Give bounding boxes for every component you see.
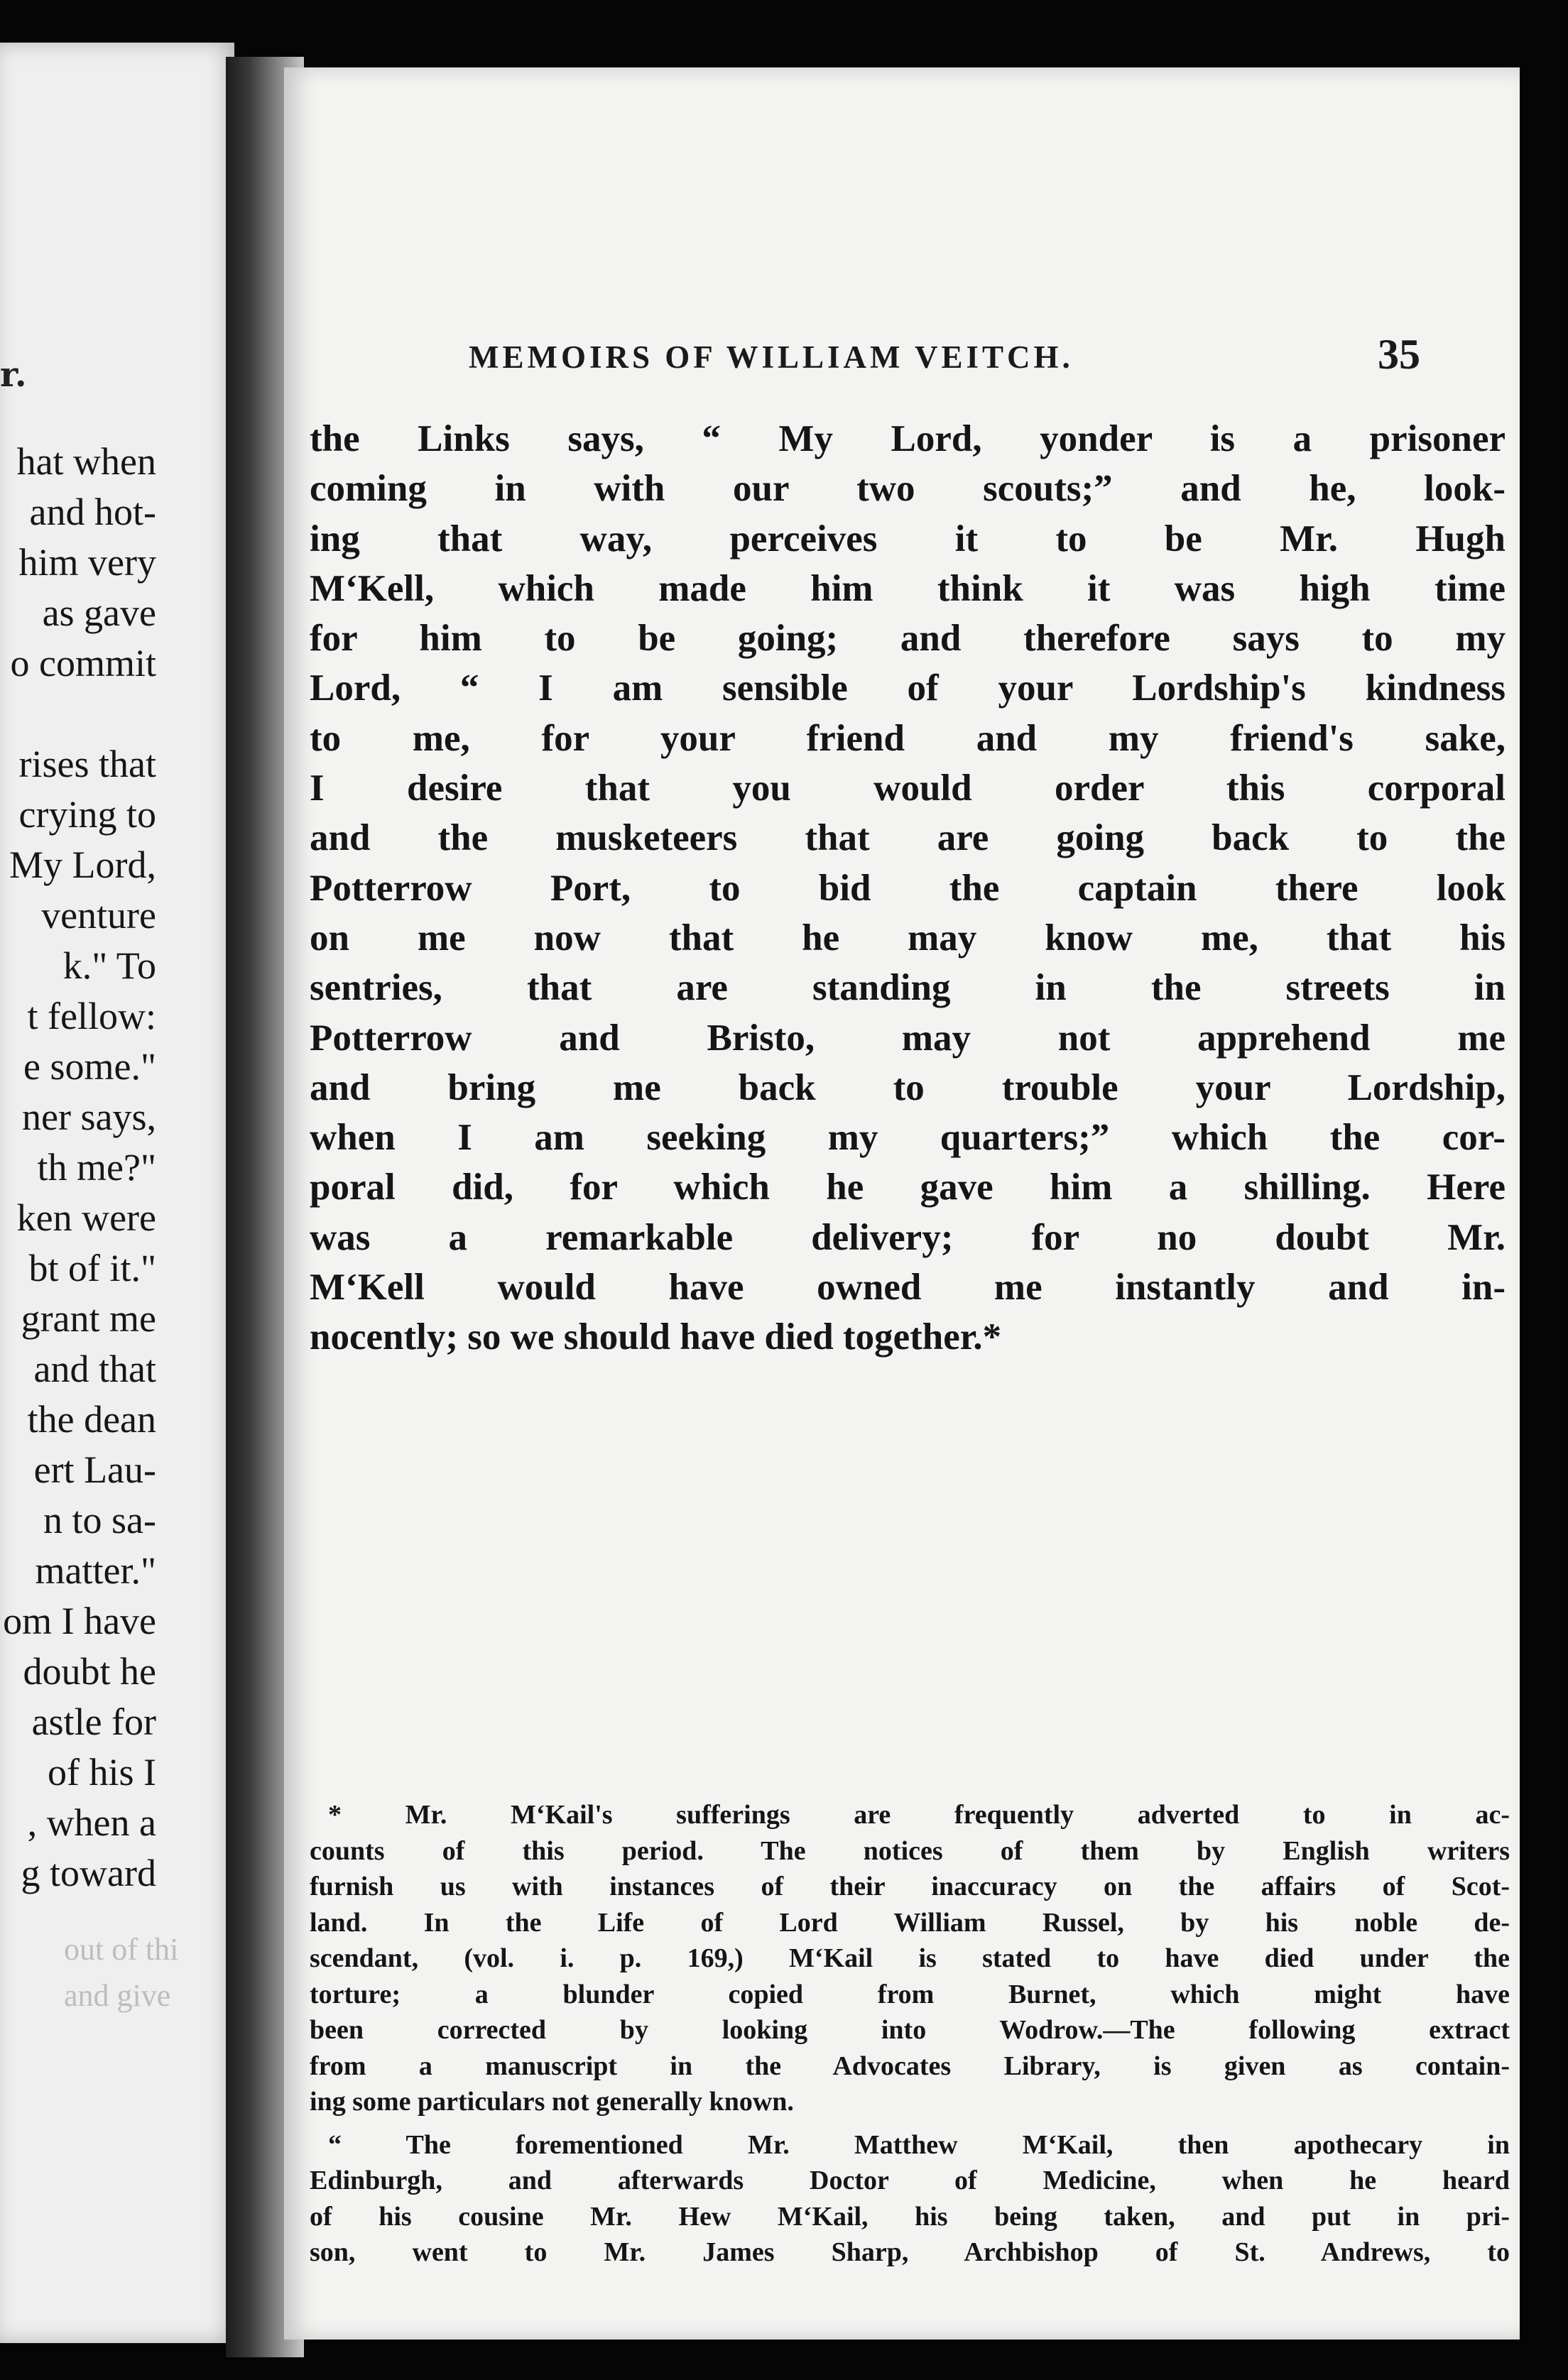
body-line: sentries, that are standing in the streets in xyxy=(310,967,1506,1009)
body-line: and bring me back to trouble your Lordship, xyxy=(310,1066,1506,1108)
left-running-head-fragment: r. xyxy=(0,355,27,395)
body-line: Lord, “ I am sensible of your Lordship's kindness xyxy=(310,667,1506,709)
left-line: th me?" xyxy=(37,1146,156,1189)
body-line: to me, for your friend and my friend's sake, xyxy=(310,717,1506,759)
footnote-line: from a manuscript in the Advocates Library, is given as contain- xyxy=(310,2051,1510,2081)
body-line: and the musketeers that are going back to the xyxy=(310,817,1506,859)
left-line: g toward xyxy=(21,1852,156,1894)
footnote-line: Edinburgh, and afterwards Doctor of Medicine, when he heard xyxy=(310,2166,1510,2195)
body-line: on me now that he may know me, that his xyxy=(310,917,1506,959)
body-text xyxy=(310,414,1510,2267)
footnote-block xyxy=(310,1797,1510,2271)
left-line: k." To xyxy=(62,944,156,987)
left-line: him very xyxy=(18,541,156,584)
page-header xyxy=(469,330,1420,387)
body-line: M‘Kell would have owned me instantly and in- xyxy=(310,1267,1506,1309)
left-line: o commit xyxy=(10,642,156,684)
left-line: of his I xyxy=(48,1751,156,1794)
footnote-line: ing some particulars not generally known. xyxy=(310,2087,794,2117)
right-page xyxy=(284,67,1520,2340)
left-line: rises that xyxy=(18,743,156,785)
body-line: poral did, for which he gave him a shilling. Here xyxy=(310,1167,1506,1208)
left-line: bt of it." xyxy=(28,1247,156,1289)
left-line: matter." xyxy=(35,1549,156,1592)
footnote-line: son, went to Mr. James Sharp, Archbishop of St. Andrews, to xyxy=(310,2237,1510,2267)
left-page-text xyxy=(3,437,156,1899)
body-line: ing that way, perceives it to be Mr. Hugh xyxy=(310,518,1506,559)
footnote-line: of his cousine Mr. Hew M‘Kail, his being taken, and put in pri- xyxy=(310,2201,1510,2232)
body-line: was a remarkable delivery; for no doubt Mr. xyxy=(310,1216,1506,1258)
left-line: ner says, xyxy=(22,1096,156,1138)
footnote-line: furnish us with instances of their inaccuracy on the affairs of Scot- xyxy=(310,1872,1510,1901)
left-line: doubt he xyxy=(23,1650,156,1693)
body-line: when I am seeking my quarters;” which the cor- xyxy=(310,1117,1506,1159)
running-head: MEMOIRS OF WILLIAM VEITCH. xyxy=(469,339,1074,375)
left-line: astle for xyxy=(31,1701,156,1743)
left-line: grant me xyxy=(21,1297,156,1340)
body-line: Potterrow and Bristo, may not apprehend me xyxy=(310,1017,1506,1059)
left-line: crying to xyxy=(18,793,156,836)
body-line: coming in with our two scouts;” and he, look- xyxy=(310,468,1506,510)
left-line: e some." xyxy=(23,1045,156,1088)
footnote-line: scendant, (vol. i. p. 169,) M‘Kail is stated to have died under the xyxy=(310,1943,1510,1973)
left-line: venture xyxy=(41,894,156,937)
footnote-line: land. In the Life of Lord William Russel, by his noble de- xyxy=(310,1907,1510,1938)
left-line: as gave xyxy=(42,591,156,634)
page-number: 35 xyxy=(1378,331,1420,378)
body-line: I desire that you would order this corporal xyxy=(310,768,1506,809)
left-faint-line: and give xyxy=(64,1978,171,2013)
left-line: om I have xyxy=(3,1600,156,1642)
footnote-line: counts of this period. The notices of them by English writers xyxy=(310,1835,1510,1866)
left-faint-line: out of thi xyxy=(64,1932,179,1967)
left-line: and that xyxy=(33,1348,156,1390)
left-line: My Lord, xyxy=(9,844,156,886)
left-line: ert Lau- xyxy=(33,1448,156,1491)
left-line: t fellow: xyxy=(27,995,156,1037)
footnote-line: “ The forementioned Mr. Matthew M‘Kail, then apothecary in xyxy=(328,2129,1510,2160)
body-line: Potterrow Port, to bid the captain there look xyxy=(310,867,1506,909)
left-line: hat when xyxy=(16,440,156,483)
body-line: for him to be going; and therefore says to my xyxy=(310,618,1506,660)
body-line: the Links says, “ My Lord, yonder is a prisoner xyxy=(310,418,1506,459)
left-line: and hot- xyxy=(29,491,156,533)
footnote-line: been corrected by looking into Wodrow.—The following extract xyxy=(310,2015,1510,2045)
left-line: the dean xyxy=(27,1398,156,1441)
left-line: n to sa- xyxy=(43,1499,156,1541)
footnote-line: * Mr. M‘Kail's sufferings are frequently adverted to in ac- xyxy=(328,1800,1510,1830)
footnote-line: torture; a blunder copied from Burnet, which might have xyxy=(310,1979,1510,2009)
body-line: nocently; so we should have died together.* xyxy=(310,1316,1002,1358)
left-line-blank xyxy=(3,689,156,739)
left-line: ken were xyxy=(16,1196,156,1239)
left-line: , when a xyxy=(27,1801,156,1844)
left-facing-page xyxy=(0,43,234,2343)
body-line: M‘Kell, which made him think it was high time xyxy=(310,567,1506,609)
